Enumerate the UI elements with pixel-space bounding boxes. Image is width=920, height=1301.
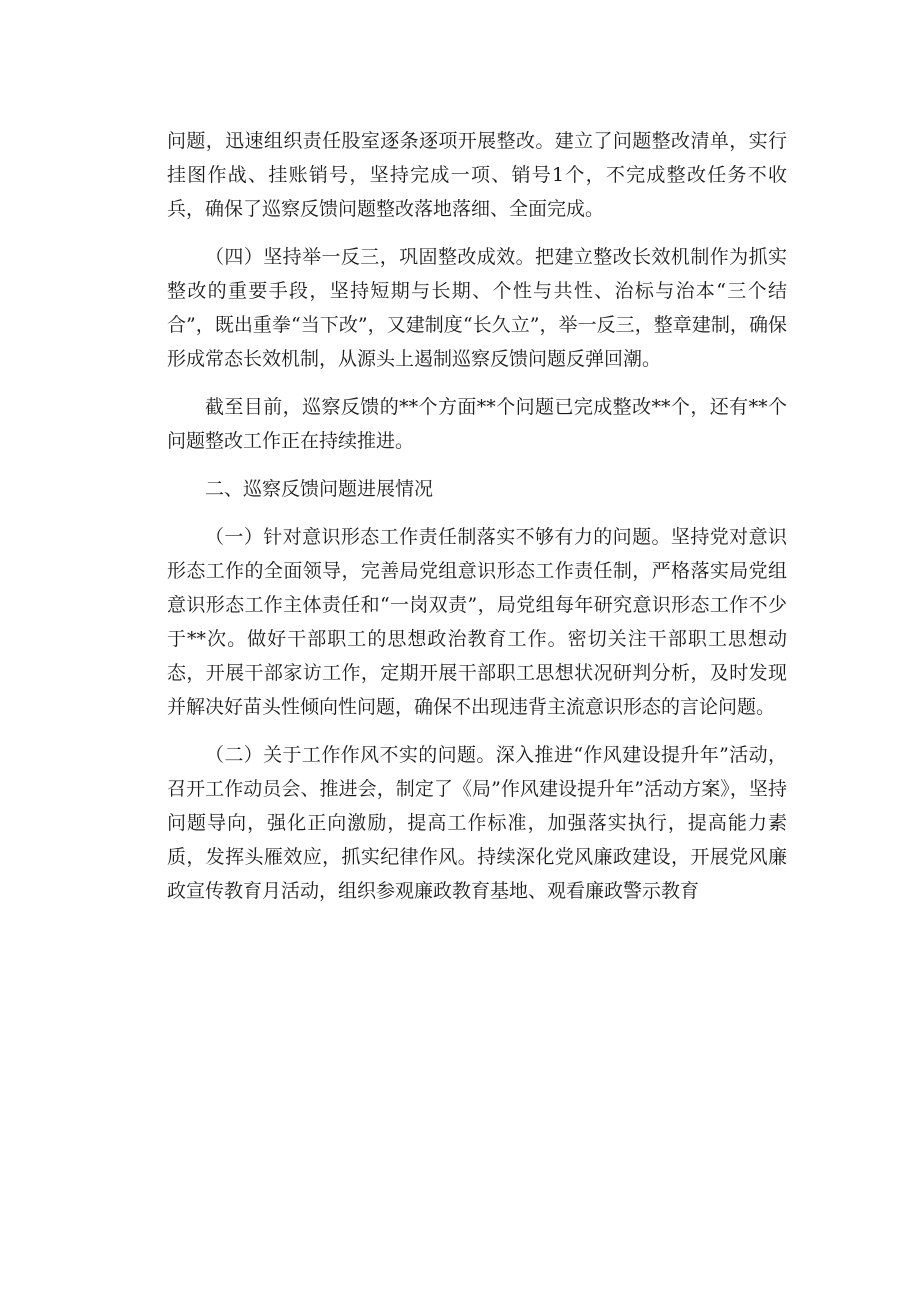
paragraph-rectification-continued: 问题，迅速组织责任股室逐条逐项开展整改。建立了问题整改清单，实行挂图作战、挂账销号，坚持完成一项、销号1个，不完成整改任务不收兵，确保了巡察反馈问题整改落地落细、全面完成。 — [167, 130, 787, 220]
section-heading-two: 二、巡察反馈问题进展情况 — [205, 478, 434, 500]
paragraph-item-one: （一）针对意识形态工作责任制落实不够有力的问题。坚持党对意识形态工作的全面领导，完善局党组意识形态工作责任制，严格落实局党组意识形态工作主体责任和“一岗双责”，局党组每年研究意识形态工作不少于**次。做好干部职工的思想政治教育工作。密切关注干部职工思想动态，开展干部家访工作，定期开展干部职工思想状况研判分析，及时发现并解决好苗头性倾向性问题，确保不出现违背主流意识形态的言论问题。 — [167, 526, 787, 718]
paragraph-item-two: （二）关于工作作风不实的问题。深入推进“作风建设提升年”活动，召开工作动员会、推进会，制定了《局”作风建设提升年”活动方案》，坚持问题导向，强化正向激励，提高工作标准，加强落实执行，提高能力素质，发挥头雁效应，抓实纪律作风。持续深化党风廉政建设，开展党风廉政宣传教育月活动，组织参观廉政教育基地、观看廉政警示教育 — [167, 744, 787, 902]
document-body — [167, 124, 787, 908]
paragraph-progress-summary: 截至目前，巡察反馈的**个方面**个问题已完成整改**个，还有**个问题整改工作正在持续推进。 — [167, 396, 787, 452]
paragraph-section-four: （四）坚持举一反三，巩固整改成效。把建立整改长效机制作为抓实整改的重要手段，坚持短期与长期、个性与共性、治标与治本“三个结合”，既出重拳“当下改”，又建制度“长久立”，举一反三，整章建制，确保形成常态长效机制，从源头上遏制巡察反馈问题反弹回潮。 — [167, 246, 787, 370]
